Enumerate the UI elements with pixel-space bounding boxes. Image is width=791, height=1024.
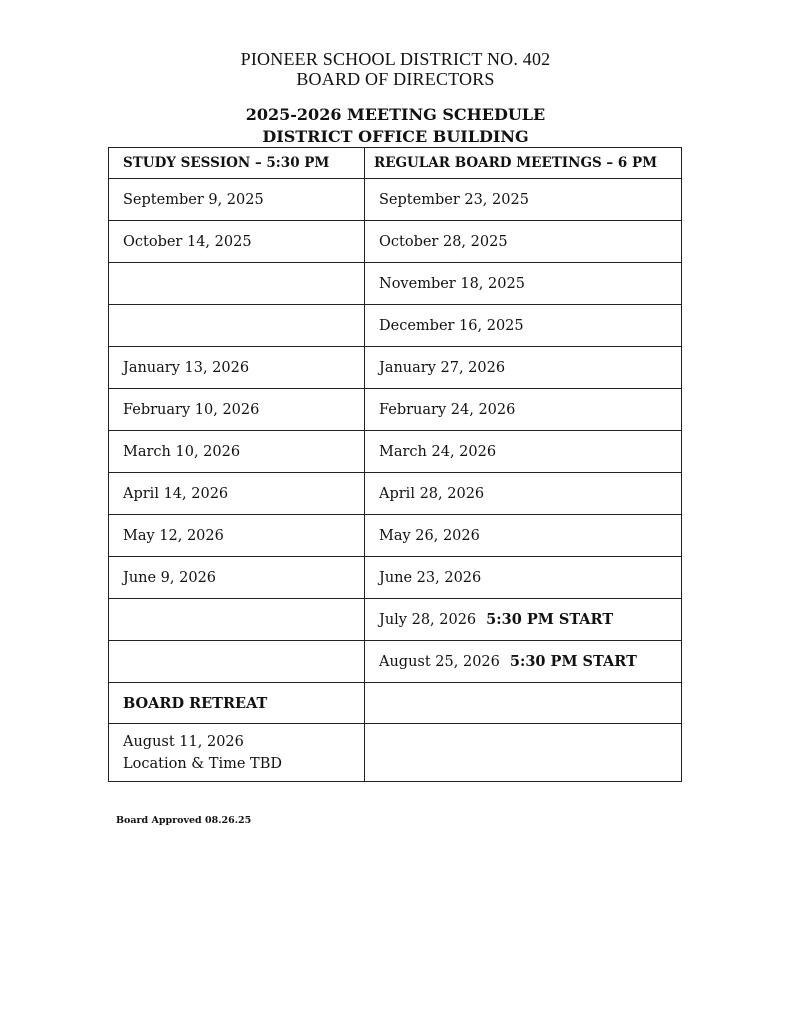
study-session-date: March 10, 2026 [109, 431, 365, 473]
empty-cell [365, 724, 682, 782]
regular-meeting-date: May 26, 2026 [365, 515, 682, 557]
table-header-row [109, 148, 682, 179]
regular-meeting-date: July 28, 2026 [379, 612, 477, 628]
study-session-date: February 10, 2026 [109, 389, 365, 431]
table-row [109, 263, 682, 305]
schedule-title: 2025-2026 MEETING SCHEDULE [245, 105, 546, 124]
study-session-date [109, 641, 365, 683]
board-retreat-details: Location & Time TBD [123, 755, 282, 772]
table-row [109, 473, 682, 515]
regular-meeting-date: December 16, 2025 [365, 305, 682, 347]
study-session-date: September 9, 2025 [109, 179, 365, 221]
regular-meetings-header: REGULAR BOARD MEETINGS – 6 PM [365, 148, 682, 179]
table-row [109, 515, 682, 557]
regular-meeting-cell [365, 641, 682, 683]
table-row [109, 431, 682, 473]
regular-meeting-date: October 28, 2025 [365, 221, 682, 263]
study-session-date: May 12, 2026 [109, 515, 365, 557]
regular-meeting-date: September 23, 2025 [365, 179, 682, 221]
study-session-date [109, 263, 365, 305]
start-time-note: 5:30 PM START [509, 653, 637, 670]
schedule-location: DISTRICT OFFICE BUILDING [262, 127, 529, 146]
board-retreat-date: August 11, 2026 [123, 733, 244, 750]
study-session-date [109, 599, 365, 641]
table-row [109, 347, 682, 389]
table-row [109, 557, 682, 599]
regular-meeting-date: November 18, 2025 [365, 263, 682, 305]
table-row [109, 683, 682, 724]
table-row [109, 305, 682, 347]
regular-meeting-date: January 27, 2026 [365, 347, 682, 389]
study-session-date [109, 305, 365, 347]
regular-meeting-cell [365, 599, 682, 641]
regular-meeting-date: June 23, 2026 [365, 557, 682, 599]
table-row [109, 641, 682, 683]
board-retreat-cell [109, 724, 365, 782]
board-approved-note: Board Approved 08.26.25 [116, 815, 252, 826]
regular-meeting-date: March 24, 2026 [365, 431, 682, 473]
board-retreat-label: BOARD RETREAT [109, 683, 365, 724]
district-name: PIONEER SCHOOL DISTRICT NO. 402 [240, 49, 551, 69]
table-row [109, 599, 682, 641]
study-session-date: April 14, 2026 [109, 473, 365, 515]
board-name: BOARD OF DIRECTORS [296, 69, 495, 89]
regular-meeting-date: August 25, 2026 [379, 654, 500, 670]
study-session-date: June 9, 2026 [109, 557, 365, 599]
table-row [109, 221, 682, 263]
study-session-date: January 13, 2026 [109, 347, 365, 389]
table-row [109, 389, 682, 431]
regular-meeting-date: April 28, 2026 [365, 473, 682, 515]
regular-meeting-date: February 24, 2026 [365, 389, 682, 431]
start-time-note: 5:30 PM START [486, 611, 614, 628]
study-session-header: STUDY SESSION – 5:30 PM [109, 148, 365, 179]
table-row [109, 179, 682, 221]
meeting-schedule-table [108, 147, 682, 782]
study-session-date: October 14, 2025 [109, 221, 365, 263]
table-row [109, 724, 682, 782]
empty-cell [365, 683, 682, 724]
